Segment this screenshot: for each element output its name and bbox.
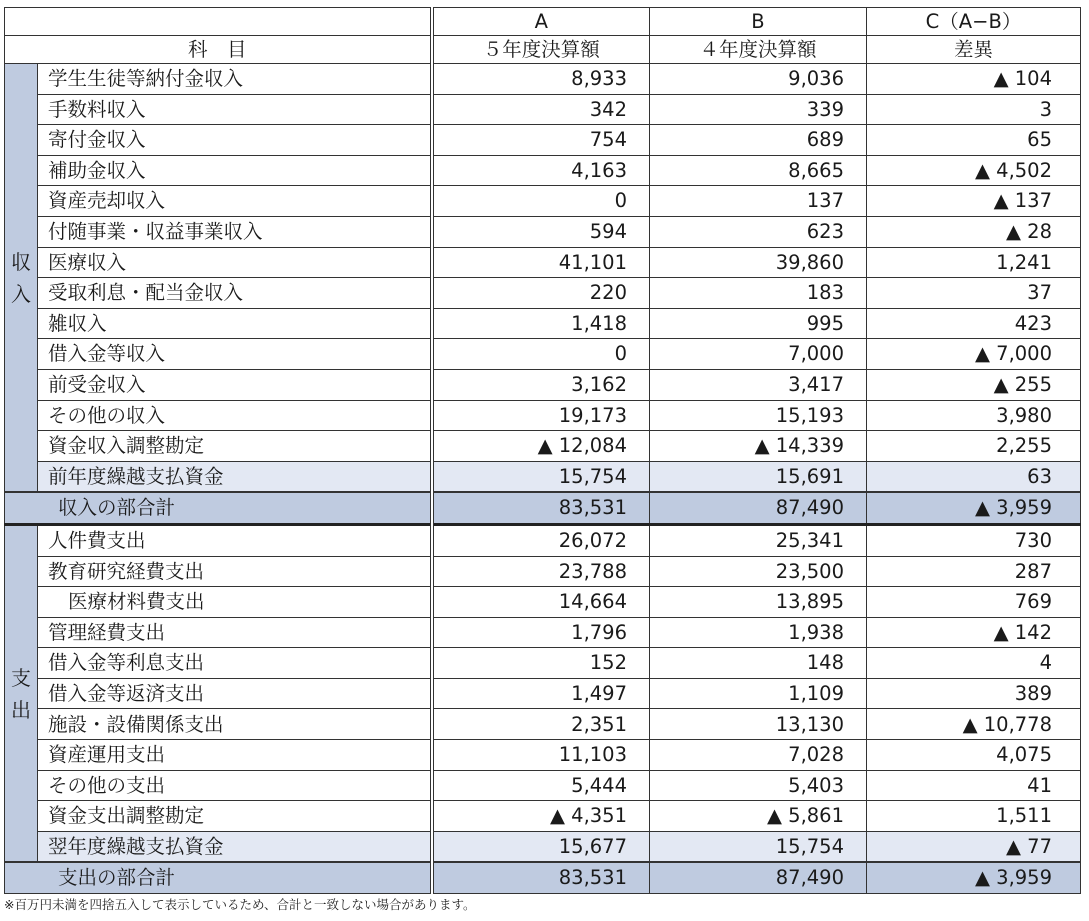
income-side-char: 収: [11, 249, 31, 274]
header-col-a: A: [432, 8, 650, 36]
item-cell: 教育研究経費支出: [38, 556, 432, 587]
header-blank-cell: [5, 8, 432, 36]
value-c-cell: ▲ 10,778: [867, 709, 1081, 740]
item-cell: 収入の部合計: [5, 492, 432, 524]
table-row: [5, 678, 1081, 709]
item-cell: 支出の部合計: [5, 862, 432, 893]
header-col-b: B: [650, 8, 867, 36]
value-b-cell: 8,665: [650, 155, 867, 186]
value-a-cell: 754: [432, 125, 650, 156]
value-a-cell: 1,497: [432, 678, 650, 709]
table-row: [5, 801, 1081, 832]
value-b-cell: 13,130: [650, 709, 867, 740]
table-row: [5, 556, 1081, 587]
table-row: [5, 94, 1081, 125]
item-cell: 施設・設備関係支出: [38, 709, 432, 740]
value-a-cell: 152: [432, 648, 650, 679]
item-cell: 人件費支出: [38, 524, 432, 556]
value-c-cell: ▲ 137: [867, 186, 1081, 217]
table-row: [5, 709, 1081, 740]
value-c-cell: ▲ 7,000: [867, 339, 1081, 370]
value-c-cell: 65: [867, 125, 1081, 156]
expense-side-label: [5, 524, 38, 862]
value-a-cell: 14,664: [432, 587, 650, 618]
value-a-cell: 83,531: [432, 492, 650, 524]
item-cell: 資産運用支出: [38, 740, 432, 771]
table-row: [5, 431, 1081, 462]
value-c-cell: 2,255: [867, 431, 1081, 462]
income-side-label: [5, 64, 38, 493]
value-c-cell: ▲ 3,959: [867, 492, 1081, 524]
value-a-cell: ▲ 12,084: [432, 431, 650, 462]
item-cell: 手数料収入: [38, 94, 432, 125]
value-b-cell: 7,000: [650, 339, 867, 370]
value-c-cell: ▲ 104: [867, 64, 1081, 95]
value-c-cell: ▲ 255: [867, 369, 1081, 400]
value-b-cell: 25,341: [650, 524, 867, 556]
table-row: [5, 216, 1081, 247]
value-c-cell: 3,980: [867, 400, 1081, 431]
value-c-cell: ▲ 77: [867, 831, 1081, 862]
value-c-cell: 423: [867, 308, 1081, 339]
expense-side-char: 出: [11, 697, 31, 722]
value-b-cell: ▲ 5,861: [650, 801, 867, 832]
item-cell: 翌年度繰越支払資金: [38, 831, 432, 862]
budget-table-container: [4, 7, 1080, 894]
item-cell: 資金収入調整勘定: [38, 431, 432, 462]
value-b-cell: 7,028: [650, 740, 867, 771]
value-b-cell: 23,500: [650, 556, 867, 587]
value-b-cell: 9,036: [650, 64, 867, 95]
value-a-cell: 41,101: [432, 247, 650, 278]
value-c-cell: 4,075: [867, 740, 1081, 771]
value-b-cell: 995: [650, 308, 867, 339]
header-col-c-sub: 差異: [867, 36, 1081, 64]
value-a-cell: ▲ 4,351: [432, 801, 650, 832]
item-cell: 付随事業・収益事業収入: [38, 216, 432, 247]
value-a-cell: 3,162: [432, 369, 650, 400]
header-col-a-sub: ５年度決算額: [432, 36, 650, 64]
value-c-cell: 37: [867, 278, 1081, 309]
value-a-cell: 0: [432, 339, 650, 370]
item-cell: その他の収入: [38, 400, 432, 431]
footnote: ※百万円未満を四捨五入して表示しているため、合計と一致しない場合があります。: [4, 897, 476, 912]
value-b-cell: 15,193: [650, 400, 867, 431]
value-a-cell: 0: [432, 186, 650, 217]
value-c-cell: ▲ 3,959: [867, 862, 1081, 893]
value-b-cell: 39,860: [650, 247, 867, 278]
value-a-cell: 2,351: [432, 709, 650, 740]
item-cell: 借入金等利息支出: [38, 648, 432, 679]
item-cell: 医療材料費支出: [38, 587, 432, 618]
item-cell: 受取利息・配当金収入: [38, 278, 432, 309]
value-a-cell: 11,103: [432, 740, 650, 771]
table-row: [5, 155, 1081, 186]
header-row-labels: [5, 36, 1081, 64]
value-c-cell: 389: [867, 678, 1081, 709]
value-c-cell: ▲ 4,502: [867, 155, 1081, 186]
value-a-cell: 15,677: [432, 831, 650, 862]
table-row: [5, 339, 1081, 370]
item-cell: 医療収入: [38, 247, 432, 278]
value-a-cell: 19,173: [432, 400, 650, 431]
income-section: [5, 64, 1081, 525]
table-row: [5, 369, 1081, 400]
item-cell: 前受金収入: [38, 369, 432, 400]
value-a-cell: 15,754: [432, 461, 650, 492]
value-a-cell: 23,788: [432, 556, 650, 587]
value-a-cell: 4,163: [432, 155, 650, 186]
table-row: [5, 125, 1081, 156]
value-b-cell: 339: [650, 94, 867, 125]
item-cell: 管理経費支出: [38, 617, 432, 648]
value-c-cell: 287: [867, 556, 1081, 587]
table-row: [5, 247, 1081, 278]
value-c-cell: 730: [867, 524, 1081, 556]
value-b-cell: 689: [650, 125, 867, 156]
value-b-cell: 1,938: [650, 617, 867, 648]
value-a-cell: 26,072: [432, 524, 650, 556]
table-row: [5, 186, 1081, 217]
item-cell: 補助金収入: [38, 155, 432, 186]
value-b-cell: 183: [650, 278, 867, 309]
table-row: [5, 308, 1081, 339]
table-row: [5, 617, 1081, 648]
value-c-cell: 1,241: [867, 247, 1081, 278]
header-row-columns: [5, 8, 1081, 36]
value-b-cell: 1,109: [650, 678, 867, 709]
value-c-cell: ▲ 142: [867, 617, 1081, 648]
expense-carry-row: [5, 831, 1081, 862]
value-b-cell: 3,417: [650, 369, 867, 400]
income-total-row: [5, 492, 1081, 524]
value-b-cell: 87,490: [650, 862, 867, 893]
item-cell: 前年度繰越支払資金: [38, 461, 432, 492]
expense-side-char: 支: [11, 665, 31, 690]
table-row: [5, 770, 1081, 801]
value-a-cell: 1,418: [432, 308, 650, 339]
cash-flow-table: [4, 7, 1081, 894]
value-a-cell: 594: [432, 216, 650, 247]
value-c-cell: 4: [867, 648, 1081, 679]
value-b-cell: 13,895: [650, 587, 867, 618]
value-a-cell: 1,796: [432, 617, 650, 648]
expense-total-row: [5, 862, 1081, 893]
item-cell: その他の支出: [38, 770, 432, 801]
value-b-cell: ▲ 14,339: [650, 431, 867, 462]
value-b-cell: 15,691: [650, 461, 867, 492]
item-cell: 借入金等返済支出: [38, 678, 432, 709]
value-c-cell: 769: [867, 587, 1081, 618]
header-col-c: C（A−B）: [867, 8, 1081, 36]
value-b-cell: 137: [650, 186, 867, 217]
table-row: [5, 278, 1081, 309]
item-cell: 寄付金収入: [38, 125, 432, 156]
value-b-cell: 5,403: [650, 770, 867, 801]
item-cell: 借入金等収入: [38, 339, 432, 370]
value-c-cell: 1,511: [867, 801, 1081, 832]
item-cell: 資産売却収入: [38, 186, 432, 217]
value-a-cell: 83,531: [432, 862, 650, 893]
income-side-char: 入: [11, 281, 31, 306]
header-col-b-sub: ４年度決算額: [650, 36, 867, 64]
value-b-cell: 148: [650, 648, 867, 679]
value-b-cell: 15,754: [650, 831, 867, 862]
table-row: [5, 64, 1081, 95]
table-row: [5, 524, 1081, 556]
value-a-cell: 342: [432, 94, 650, 125]
item-cell: 資金支出調整勘定: [38, 801, 432, 832]
income-carry-row: [5, 461, 1081, 492]
value-b-cell: 87,490: [650, 492, 867, 524]
value-a-cell: 5,444: [432, 770, 650, 801]
table-row: [5, 400, 1081, 431]
expense-section: [5, 524, 1081, 893]
value-c-cell: 63: [867, 461, 1081, 492]
value-c-cell: 41: [867, 770, 1081, 801]
table-row: [5, 648, 1081, 679]
value-a-cell: 220: [432, 278, 650, 309]
item-cell: 学生生徒等納付金収入: [38, 64, 432, 95]
item-cell: 雑収入: [38, 308, 432, 339]
value-c-cell: 3: [867, 94, 1081, 125]
value-c-cell: ▲ 28: [867, 216, 1081, 247]
value-b-cell: 623: [650, 216, 867, 247]
value-a-cell: 8,933: [432, 64, 650, 95]
table-row: [5, 740, 1081, 771]
table-row: [5, 587, 1081, 618]
header-item-label: 科 目: [5, 36, 432, 64]
